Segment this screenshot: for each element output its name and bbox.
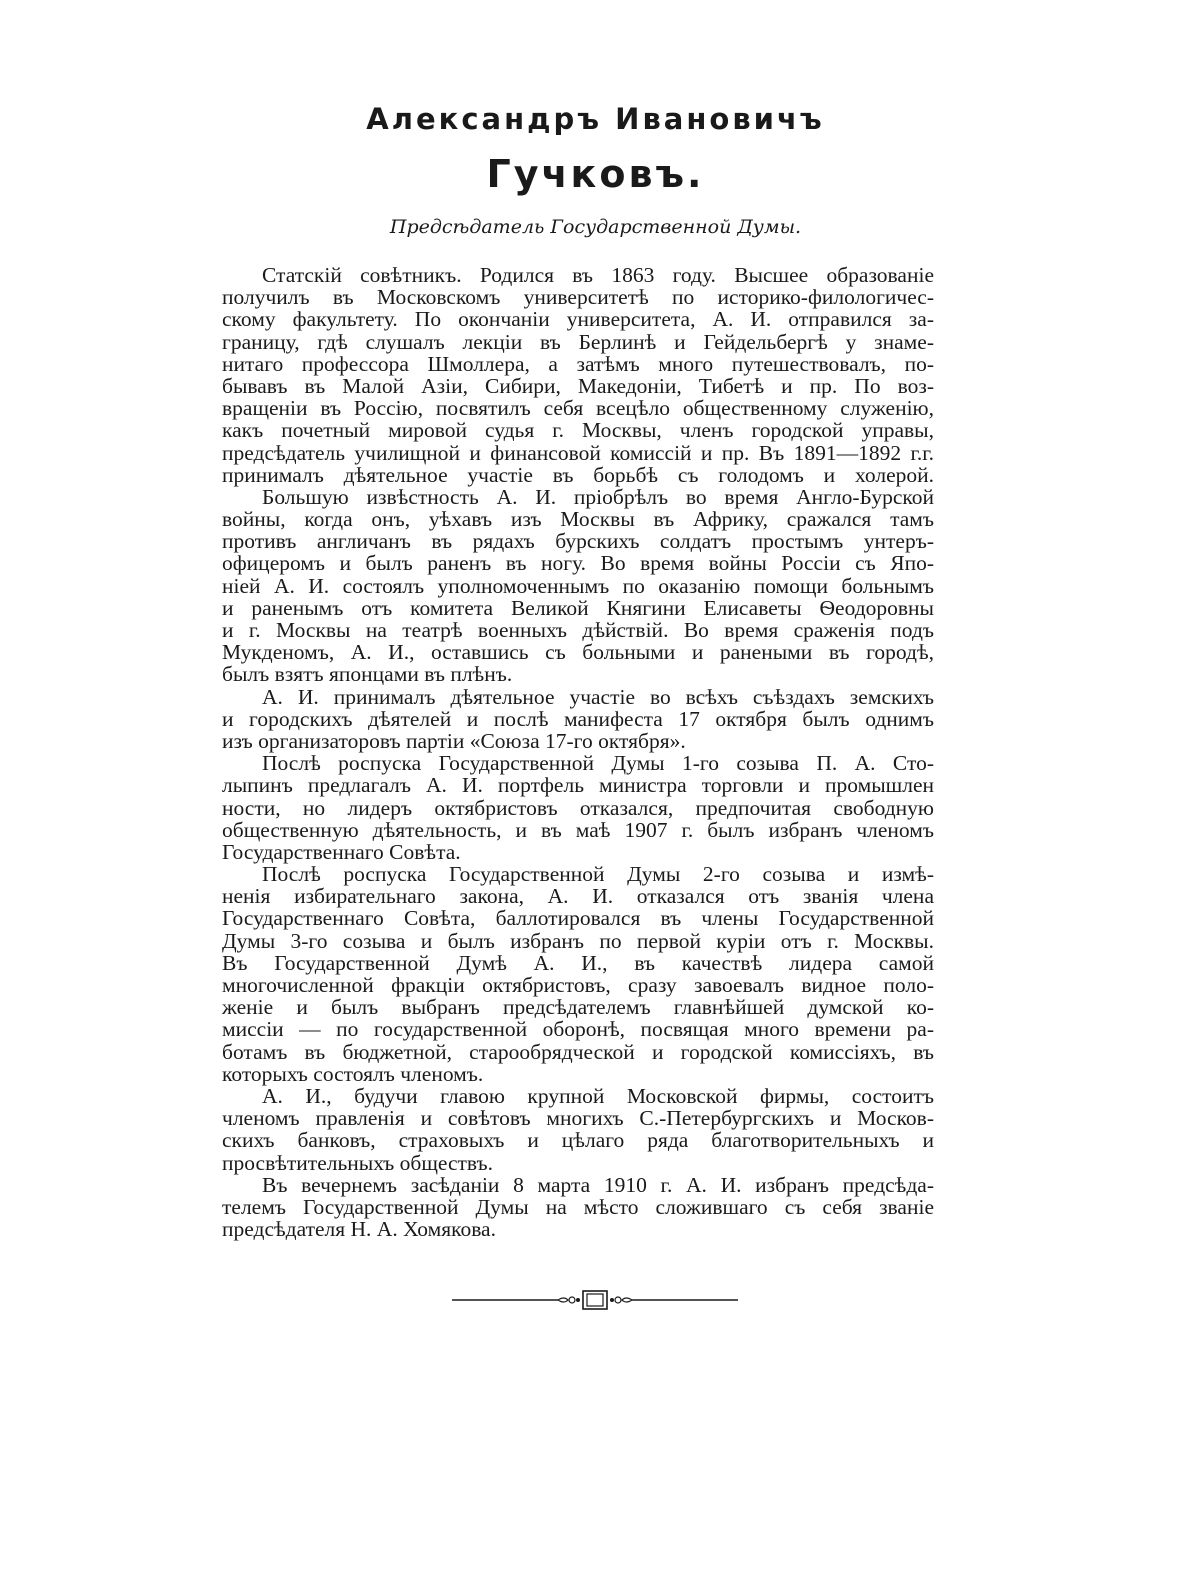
text-line: офицеромъ и былъ раненъ въ ногу. Во время войны Россіи съ Япо-: [222, 551, 934, 576]
text-line: предсѣдателя Н. А. Хомякова.: [222, 1217, 496, 1242]
text-line: какъ почетный мировой судья г. Москвы, членъ городской управы,: [222, 418, 934, 443]
text-line: миссіи — по государственной оборонѣ, посвящая много времени ра-: [222, 1017, 934, 1042]
text-line: которыхъ состоялъ членомъ.: [222, 1061, 484, 1086]
text-line: вращеніи въ Россію, посвятилъ себя всецѣло общественному служенію,: [222, 396, 934, 421]
text-line: скихъ банковъ, страховыхъ и цѣлаго ряда благотворительныхъ и: [222, 1128, 934, 1153]
text-line: ботамъ въ бюджетной, старообрядческой и городской комиссіяхъ, въ: [222, 1039, 934, 1064]
text-line: и раненымъ отъ комитета Великой Княгини Елисаветы Ѳеодоровны: [222, 595, 934, 620]
text-line: телемъ Государственной Думы на мѣсто сложившаго съ себя званіе: [222, 1194, 934, 1219]
body-text: [222, 264, 934, 1240]
text-line: бывавъ въ Малой Азіи, Сибири, Македоніи, Тибетѣ и пр. По воз-: [222, 373, 934, 398]
text-line: и городскихъ дѣятелей и послѣ манифеста 17 октября былъ однимъ: [222, 706, 934, 731]
text-line: и г. Москвы на театрѣ военныхъ дѣйствій. Во время сраженія подъ: [222, 618, 934, 642]
text-line: Въ Государственной Думѣ А. И., въ качествѣ лидера самой: [222, 950, 934, 975]
text-line: Мукденомъ, А. И., оставшись съ больными и ранеными въ городѣ,: [222, 640, 934, 665]
text-line: Государственнаго Совѣта, баллотировался въ члены Государственной: [222, 906, 934, 931]
text-line: границу, гдѣ слушалъ лекціи въ Берлинѣ и Гейдельбергѣ у знаме-: [222, 329, 934, 354]
ornamental-rule-icon: [450, 1288, 740, 1312]
heading-name: Александръ Ивановичъ: [366, 102, 825, 136]
text-line: женіе и былъ выбранъ предсѣдателемъ главнѣйшей думской ко-: [222, 995, 934, 1020]
text-line: скому факультету. По окончаніи университета, А. И. отправился за-: [222, 307, 934, 332]
text-line: былъ взятъ японцами въ плѣнъ.: [222, 662, 513, 687]
text-line: ненія избирательнаго закона, А. И. отказался отъ званія члена: [222, 884, 934, 909]
heading-surname: Гучковъ.: [486, 152, 705, 196]
text-line: А. И. принималъ дѣятельное участіе во всѣхъ съѣздахъ земскихъ: [262, 684, 934, 709]
text-line: общественную дѣятельность, и въ маѣ 1907 г. былъ избранъ членомъ: [222, 817, 934, 842]
text-line: нитаго профессора Шмоллера, а затѣмъ много путешествовалъ, по-: [222, 351, 934, 376]
text-line: Государственнаго Совѣта.: [222, 839, 461, 864]
text-line: лыпинъ предлагалъ А. И. портфель министра торговли и промышлен: [222, 773, 934, 798]
heading-position: Предсѣдатель Государственной Думы.: [389, 216, 802, 238]
text-line: войны, когда онъ, уѣхавъ изъ Москвы въ Африку, сражался тамъ: [222, 507, 934, 532]
text-line: Большую извѣстность А. И. пріобрѣлъ во время Англо-Бурской: [262, 484, 934, 509]
text-line: противъ англичанъ въ рядахъ бурскихъ солдатъ простымъ унтеръ-: [222, 529, 934, 554]
text-line: предсѣдатель училищной и финансовой комиссій и пр. Въ 1891—1892 г.г.: [222, 440, 934, 465]
text-line: Статскій совѣтникъ. Родился въ 1863 году. Высшее образованіе: [262, 263, 934, 287]
text-line: многочисленной фракціи октябристовъ, сразу завоевалъ видное поло-: [222, 973, 934, 997]
text-line: Послѣ роспуска Государственной Думы 2-го созыва и измѣ-: [262, 862, 934, 887]
text-line: принималъ дѣятельное участіе въ борьбѣ съ голодомъ и холерой.: [222, 462, 934, 487]
text-line: получилъ въ Московскомъ университетѣ по историко-филологичес-: [222, 285, 934, 310]
text-line: Думы 3-го созыва и былъ избранъ по первой куріи отъ г. Москвы.: [222, 928, 934, 953]
text-line: просвѣтительныхъ обществъ.: [222, 1150, 494, 1175]
text-line: изъ организаторовъ партіи «Союза 17-го октября».: [222, 728, 686, 753]
text-line: Въ вечернемъ засѣданіи 8 марта 1910 г. А. И. избранъ предсѣда-: [262, 1172, 934, 1197]
text-line: ніей А. И. состоялъ уполномоченнымъ по оказанію помощи больнымъ: [222, 573, 934, 598]
text-line: Послѣ роспуска Государственной Думы 1-го созыва П. А. Сто-: [262, 751, 934, 776]
text-line: ности, но лидеръ октябристовъ отказался, предпочитая свободную: [222, 795, 934, 820]
text-line: членомъ правленія и совѣтовъ многихъ С.-Петербургскихъ и Москов-: [222, 1106, 934, 1131]
text-line: А. И., будучи главою крупной Московской фирмы, состоитъ: [262, 1083, 934, 1108]
